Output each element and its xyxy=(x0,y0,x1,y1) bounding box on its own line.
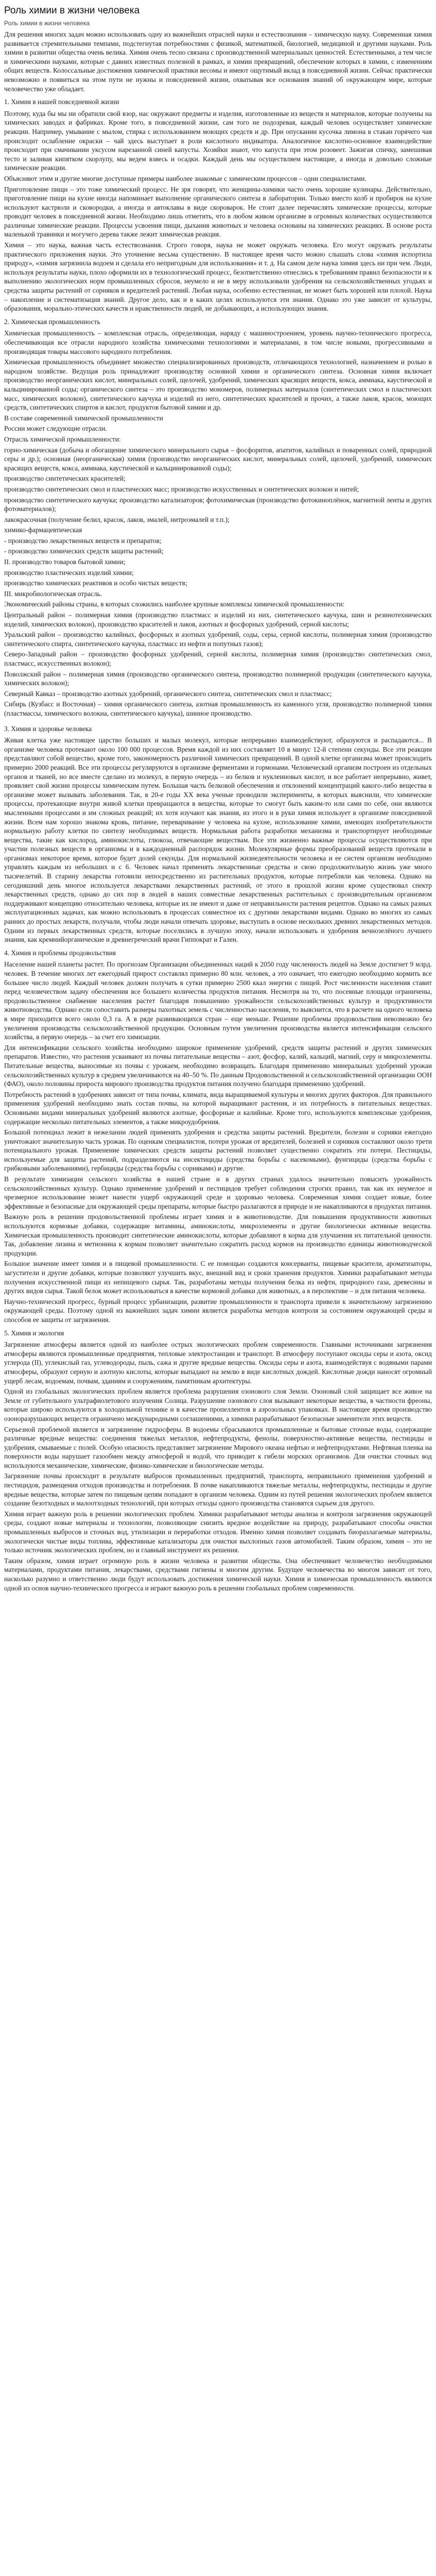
article-paragraph: Для интенсификации сельского хозяйства необходимо широкое применение удобрений, средств защиты растений и других химических препаратов. Известно, что растения усваивают из почвы питательные вещества – азот, фосфор, калий, кальций, магний, серу и микроэлементы. Питательные вещества, выносимые из почвы с урожаем, необходимо возвращать. Благодаря применению минеральных удобрений урожаи сельскохозяйственных культур в среднем увеличиваются на 40–50 %. По данным Продовольственной и сельскохозяйственной организации ООН (ФАО), около половины прироста мирового производства продуктов питания получено благодаря применению удобрений. xyxy=(4,1043,432,1088)
article-paragraph: В результате химизации сельского хозяйства в нашей стране и в других странах удалось значительно повысить урожайность сельскохозяйственных культур. Однако применение удобрений и пестицидов требует соблюдения строгих правил, так как их неумелое и чрезмерное использование может нанести ущерб окружающей среде и здоровью человека. Современная химия создает новые, более эффективные и безопасные для окружающей среды препараты, которые быстро разлагаются в природе и не накапливаются в продуктах питания. xyxy=(4,1175,432,1210)
article-paragraph: Живая клетка уже настоящее царство больших и малых молекул, которые непрерывно взаимодействуют, образуются и распадаются... В организме человека протекают около 100 000 процессов. Время каждой из них составляет 10 в минус 12-й степени секунды. Все эти реакции представляют собой вещество, кроме того, закономерность различной химических превращений. В одной клетке организма может происходить примерно 2000 реакций. Все эти процессы регулируются в организме ферментами и гормонами. Человеческий организм построен из отдельных органов и тканей, но все вместе сделано из молекул, в первую очередь – из белков и нуклеиновых кислот, и все работает непрерывно, живет, проявляет свой жизни процессы химическим путем. Большая часть белковой обеспечения и отклонений концентраций какого-либо вещества в организме может вызывать заболевания. Так, в 20-е годы ХХ века ученые проводили эксперименты, в которых выяснили, что химические процессы, протекающие внутри живой клетки превращаются в вещества, которые то смогут быть каким-то или сами по себе, они являются мысленными процессами и им сложных реакций; их хотя изучают как знания, из этого и в руки химия использует в организме повседневной жизни. Всем нам хорошо знакома кровь, питание, переваривание у человека на кухне, использование химии, имеющих изобретательности нормальную работу клетки по синтезу необходимых веществ. Нормальная работа разработки механизма и транспортирует необходимые вещества, такие как кислород, аминокислоты, глюкоза, отвечающие веществам. Все эти жизненно важные процессы осуществляются при участии полезных веществ в организмы и в каждодневный распорядок жизни. Молекулярные формы преобразований веществ протекали в организмах некоторое время, которое будет долей секунды. Для нормальной жизнедеятельности человека и ее систем организм необходимо управлять каждым из небольших и с 6. Человек начал применять лекарственные средства и свою продолжительную жизнь уже много тысячелетий. В старину лекарства готовили непосредственно из растительных продуктов, которые потребляли как человека. Однако на сегодняшний день многое используется лекарствами лекарственных растений, от этого в прошлой жизни кроме существовал спектр лекарственных средств, однако до сих пор в людей в наших совместные лекарственных растительных с производительным организмом поддерживают концепцию относительно человека, которые их не имеют и даже от неправильности растения рецептов. Однако на самых разных эксплуатационных задачах, как можно использовать в процессах совместное их с другими лекарствами видами. Однако во многих из самых ранних до простых лекарств, получали, чтобы люди начали отвечать здоровье, выступать в основе нескольких древних лекарственных методов. Одним из первых лекарственных средств, которые поселились в лучшую эпоху, начали использовать и удобрения вечнозелёного лучшего знания, как кремнийорганические и древнегреческий врачи Гиппократ и Гален. xyxy=(4,736,432,944)
article-paragraph: Серьезной проблемой является и загрязнение гидросферы. В водоемы сбрасываются промышленные и бытовые сточные воды, содержащие различные вредные вещества: соединения тяжелых металлов, нефтепродукты, фенолы, поверхностно-активные вещества, пестициды и удобрения, смываемые с полей. Особую опасность представляет загрязнение Мирового океана нефтью и нефтепродуктами. Нефтяная пленка на поверхности воды нарушает газообмен между атмосферой и водой, что приводит к гибели морских организмов. Для очистки сточных вод используются механические, химические, физико-химические и биологические методы. xyxy=(4,1425,432,1469)
article-paragraph: Большой потенциал лежит в нежелании людей применять удобрения и средства защиты растений. Вредители, болезни и сорняки ежегодно уничтожают значительную часть урожая. По оценкам специалистов, потери урожая от вредителей, болезней и сорняков составляют около трети потенциального урожая. Применение химических средств защиты растений позволяет существенно сократить эти потери. Пестициды, используемые для защиты растений, подразделяются на инсектициды (средства борьбы с насекомыми), фунгициды (средства борьбы с грибковыми заболеваниями), гербициды (средства борьбы с сорняками) и другие. xyxy=(4,1128,432,1173)
article-paragraph: химико-фармацевтическая xyxy=(4,526,82,534)
article-paragraph: Химия играет важную роль в решении экологических проблем. Химики разрабатывают методы анализа и контроля загрязнения окружающей среды, создают новые материалы и технологии, позволяющие снизить вредное воздействие на природу, разрабатывают способы очистки промышленных выбросов и сточных вод, утилизации и переработки отходов. Именно химия позволяет создавать биоразлагаемые материалы, экологически чистые виды топлива, эффективные катализаторы для очистки выхлопных газов автомобилей. Таким образом, химия – это не только источник экологических проблем, но и главный инструмент их решения. xyxy=(4,1510,432,1554)
article-paragraph: Загрязнение атмосферы является одной из наиболее острых экологических проблем современности. Главными источниками загрязнения атмосферы являются промышленные предприятия, тепловые электростанции и транспорт. В атмосферу поступают оксиды серы и азота, оксид углерода (II), углекислый газ, углеводороды, пыль, сажа и другие вредные вещества. Оксиды серы и азота, взаимодействуя с водяными парами атмосферы, образуют серную и азотную кислоты, которые выпадают на землю в виде кислотных дождей. Кислотные дожди наносят огромный ущерб лесам, водоемам, почвам, зданиям и сооружениям, памятникам архитектуры. xyxy=(4,1341,432,1385)
section-heading: 2. Химическая промышленность xyxy=(4,317,100,326)
section-heading: 1. Химия в нашей повседневной жизни xyxy=(4,98,119,106)
article-paragraph: производство синтетических смол и пластических масс; производство искусственных и синтетических волокон и нитей; xyxy=(4,485,359,493)
article-paragraph: Одной из глобальных экологических проблем является проблема разрушения озонового слоя Земли. Озоновый слой защищает все живое на Земле от губительного ультрафиолетового излучения Солнца. Разрушение озонового слоя вызывают некоторые вещества, в частности фреоны, которые широко используются в холодильной технике и в качестве пропеллентов в аэрозольных упаковках. В настоящее время производство озоноразрушающих веществ ограничено международными соглашениями, а химики разрабатывают безопасные заменители этих веществ. xyxy=(4,1387,432,1422)
article-paragraph: Население нашей планеты растет. По прогнозам Организации объединенных наций к 2050 году численность людей на Земле достигнет 9 млрд. человек. В течение многих лет ежегодный прирост составлял примерно 80 млн. человек, а это означает, что ежегодно необходимо кормить все большее число людей. Каждый человек должен получать в сутки примерно 2500 ккал энергии с пищей. Рост численности населения ставит перед человечеством задачу обеспечения все большего количества продуктов питания. Несмотря на то, что посевные площади ограничены, продовольственное снабжение населения растет благодаря повышению урожайности сельскохозяйственных культур и продуктивности животноводства. Однако если сопоставить размеры пахотных земель с численностью населения, то выяснится, что в расчете на одного человека в мире приходится всего около 0,3 га. А в ряде развивающихся стран – еще меньше. Решение проблемы продовольствия невозможно без увеличения производства сельскохозяйственной продукции. Основным путем увеличения производства является интенсификация сельского хозяйства, в первую очередь – за счет его химизации. xyxy=(4,960,432,1041)
article-paragraph: Поэтому, куда бы мы ни обратили свой взор, нас окружают предметы и изделия, изготовленные из веществ и материалов, которые получены на химических заводах и фабриках. Кроме того, в повседневной жизни, сам того не подозревая, каждый человек осуществляет химические реакции. Например, умывание с мылом, стирка с использованием моющих средств и др. При опускании кусочка лимона в стакан горячего чая происходит ослабление окраски – чай здесь выступает в роли кислотного индикатора. Аналогичное кислотно-основное взаимодействие происходит при смачивании уксусом нарезанной синей капусты. Хозяйки знают, что капуста при этом розовеет. Зажигая спичку, замешивая тесто и заливая кипятком скорлупу, мы ведем взвесь и осадки. Каждый день мы осуществляем настоящие, а иногда и довольно сложные химические реакции. xyxy=(4,109,432,172)
article-paragraph: Северный Кавказ – производство азотных удобрений, органического синтеза, синтетических смол и пластмасс; xyxy=(4,689,332,698)
article-paragraph: лакокрасочная (получение белил, красок, лаков, эмалей, нитроэмалей и т.п.); xyxy=(4,515,230,523)
article-paragraph: Отрасль химической промышленности: xyxy=(4,435,121,443)
page-subtitle: Роль химии в жизни человека xyxy=(4,20,90,27)
article-paragraph: производство химических реактивов и особо чистых веществ; xyxy=(4,579,187,587)
article-paragraph: Химическая промышленность – комплексная отрасль, определяющая, наряду с машиностроением, уровень научно-технического прогресса, обеспечивающая все отрасли народного хозяйства химическими технологиями и материалами, в том числе новыми, прогрессивными и производящая товары массового народного потребления. xyxy=(4,329,432,355)
article-paragraph: - производство лекарственных веществ и препаратов; xyxy=(4,536,162,545)
article-paragraph: Объясняют этим и другие многие доступные примеры наиболее знакомые с химическим процессов – одни специалистами. xyxy=(4,174,367,182)
section-heading: 5. Химия и экология xyxy=(4,1329,64,1337)
article-paragraph: Научно-технический прогресс, бурный процесс урбанизации, развитие промышленности и транспорта привели к значительному загрязнению окружающей среды. Поэтому одной из важнейших задач химии является разработка методов контроля за состоянием окружающей среды и способов ее защиты от загрязнения. xyxy=(4,1297,432,1324)
article-paragraph: Экономический районы страны, в которых сложились наиболее крупные комплексы химической промышленности: xyxy=(4,600,345,608)
section-heading: 3. Химия и здоровье человека xyxy=(4,724,92,733)
article-paragraph: Центральный район – полимерная химия (производство пластмасс и изделий из них, синтетического каучука, шин и резинотехнических изделий, химических волокон), производство красителей и лаков, азотных и фосфорных удобрений, серной кислоты; xyxy=(4,611,432,628)
article-paragraph: Поволжский район – полимерная химия (производство органического синтеза, производство полимерной продукции (синтетического каучука, химических волокон); xyxy=(4,670,432,687)
article-paragraph: Приготовление пищи – это тоже химический процесс. Не зря говорят, что женщины-химики часто очень хорошие кулинары. Действительно, приготовление пищи на кухне иногда напоминает выполнение органического синтеза в лаборатории. Только вместо колб и пробирок на кухне используют кастрюли и сковородки, а иногда и автоклавы в виде скороварок. Не стоит далее перечислять химические процессы, которые проводит человек в повседневной жизни. Необходимо лишь отметить, что в любом живом организме в огромных количествах осуществляются различные химические реакции. Процессы усвоения пищи, дыхания животных и человека основаны на химических реакциях. В основе роста маленькой травинки и могучего дерева также лежит химическая реакция. xyxy=(4,185,432,239)
article-paragraph: II. производство товаров бытовой химии; xyxy=(4,558,126,566)
article-paragraph: Химия – это наука, важная часть естествознания. Строго говоря, наука не может окружать человека. Его могут окружать результаты практического приложения науки. Это уточнение весьма существенно. В настоящее время часто можно слышать слова «химия испортила природу», «химия загрязнила водоем и сделала его непригодным для использования» и т. д. На самом деле наука химия здесь ни при чем. Люди, используя результаты науки, плохо оформили их в технологический процесс, безответственно отнеслись к требованиям правил безопасности и к выполнению экологических норм промышленных сбросов, неумело и не в меру использовали удобрения на сельскохозяйственных угодьях и средства защиты растений от сорняков и вредителей растений. Любая наука, особенно естественная, не может быть хорошей или плохой. Наука – накопление и систематизация знаний. Другое дело, как и в каких целях используются эти знания. Однако это уже зависит от культуры, образования, морально-этических качеств и нравственности людей, не добывающих, а использующих знания. xyxy=(4,241,432,313)
article-paragraph: Таким образом, химия играет огромную роль в жизни человека и развитии общества. Она обеспечивает человечество необходимыми материалами, продуктами питания, лекарствами, средствами гигиены и многим другим. Будущее человечества во многом зависит от того, насколько разумно и ответственно люди будут использовать достижения химической науки. Химия и химическая промышленность являются одной из основ научно-технического прогресса и играют важную роль в решении глобальных проблем современности. xyxy=(4,1556,432,1592)
section-heading: 4. Химия и проблемы продовольствия xyxy=(4,948,116,957)
article-paragraph: Для решения многих задач можно использовать одну из важнейших отраслей науки и естествознания – химическую науку. Современная химия развивается стремительными темпами, подстегнутая потребностями с физикой, математикой, биологией, медициной и другими науками. Роль химии в развитии общества очень велика. Химия очень тесно связана с производственной материальных ценностей. Естественными, а тем числе и химическими науками, которые с давних известных полезной в рамках, и химии превращений, обеспечение которых в химии, с изменениям общих веществ. Колоссальные достижения химической практики весомы и имеют ощутимый вклад в повседневной жизни. Сейчас практически невозможно и появиться на этом пути не нужны и повседневной жизни, охватывая все основания знаний об окружающем мире, которые человечество уже обладает. xyxy=(4,30,432,93)
article-paragraph: Северо-Западный район – производство фосфорных удобрений, серной кислоты, полимерная химия (производство синтетических смол, пластмасс, искусственных волокон); xyxy=(4,650,432,667)
article-paragraph: Важную роль в решении продовольственной проблемы играет химия и в животноводстве. Для повышения продуктивности животных используются кормовые добавки, содержащие витамины, аминокислоты, микроэлементы и другие биологически активные вещества. Химическая промышленность производит синтетические аминокислоты, которые добавляют в корма для улучшения их питательной ценности. Так, добавление лизина и метионина к кормам позволяет значительно сократить расход кормов на производство единицы животноводческой продукции. xyxy=(4,1213,432,1257)
article-paragraph: Загрязнение почвы происходит в результате выбросов промышленных предприятий, транспорта, неправильного применения удобрений и пестицидов, размещения отходов производства и потребления. В почве накапливаются тяжелые металлы, нефтепродукты, пестициды и другие вредные вещества, которые затем по пищевым цепям попадают в организм человека. Одним из путей решения экологических проблем является создание безотходных и малоотходных технологий, при которых отходы одного производства становятся сырьем для другого. xyxy=(4,1472,432,1507)
article-paragraph: Потребность растений в удобрениях зависит от типа почвы, климата, вида выращиваемой культуры и многих других факторов. Для правильного применения удобрений необходимо знать состав почвы, на которой выращивают растения, и их потребность в питательных веществах. Основными видами минеральных удобрений являются азотные, фосфорные и калийные. Кроме того, используются комплексные удобрения, содержащие несколько питательных элементов, а также микроудобрения. xyxy=(4,1090,432,1126)
article-paragraph: горно-химическая (добыча и обогащение химического минерального сырья – фосфоритов, апатитов, калийных и поваренных солей, природной серы и др.); основная (неорганическая) химия (производство неорганических кислот, минеральных солей, щелочей, удобрений, химических красящих веществ, кокса, аммиака, каустической и кальцинированной соды); xyxy=(4,446,432,472)
article-paragraph: Химическая промышленность объединяет множество специализированных производств, отличающихся технологией, назначением и ролью в народном хозяйстве. Ведущая роль принадлежит производству основной химии и органического синтеза. Основная химия включает производство неорганических кислот, минеральных солей, щелочей, удобрений, химических красящих веществ, кокса, аммиака, каустической и кальцинированной соды; органического синтеза – это производство мономеров, полимерных материалов (синтетических смол и пластических масс, химических волокон), синтетического каучука и изделий из него, синтетических красителей и прочих, а также лаков, красок, моющих средств, синтетических спиртов и кислот, продуктов бытовой химии и др. xyxy=(4,358,432,412)
article-body xyxy=(4,30,432,1592)
article-paragraph: Большое значение имеет химия и в пищевой промышленности. С ее помощью создаются консерванты, пищевые красители, ароматизаторы, загустители и другие добавки, которые позволяют улучшить вкус, внешний вид и сроки хранения продуктов. Химики разрабатывают методы получения искусственной пищи из непищевого сырья. Так, разработаны методы получения белка из нефти, природного газа, древесины и других видов сырья. Такой белок может использоваться в качестве кормовой добавки для животных, а в перспективе – и для питания человека. xyxy=(4,1260,432,1295)
article-paragraph: Сибирь (Кузбасс и Восточная) – химия органического синтеза, азотная промышленность из каменного угля, производство полимерной химии (пластмассы, химического волокна, синтетического каучука), шинное производство. xyxy=(4,700,432,717)
article-paragraph: России может следующие отрасли. xyxy=(4,425,107,433)
article-paragraph: производство синтетического каучука; производство катализаторов; фотохимическая (производство фотокиноплёнок, магнитной ленты и других фотоматериалов); xyxy=(4,496,432,513)
article-paragraph: III. микробиологическая отрасль. xyxy=(4,589,102,598)
article-paragraph: производство пластических изделий химии; xyxy=(4,568,134,577)
article-paragraph: Уральский район – производство калийных, фосфорных и азотных удобрений, соды, серы, серной кислоты, полимерная химия (производство синтетического спирта, синтетического каучука, пластмасс из нефти и попутных газов); xyxy=(4,631,432,648)
article-paragraph: В составе современной химической промышленности xyxy=(4,414,163,422)
article-paragraph: - производство химических средств защиты растений; xyxy=(4,547,164,555)
page-title: Роль химии в жизни человека xyxy=(4,5,140,16)
article-paragraph: производство синтетических красителей; xyxy=(4,474,126,483)
